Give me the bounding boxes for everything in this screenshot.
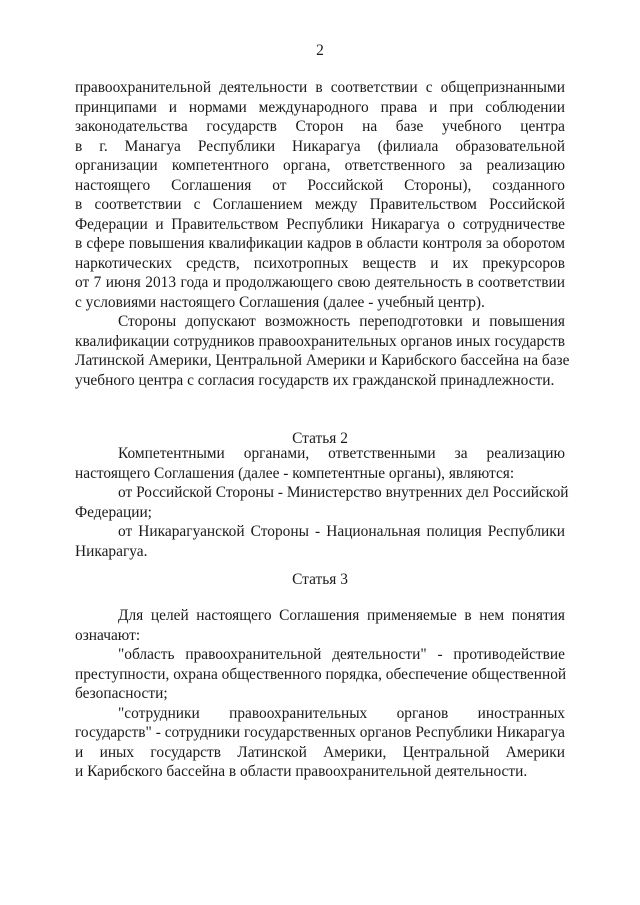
text-line: Федерации и Правительством Республики Никарагуа о сотрудничестве — [75, 215, 565, 233]
text-line: в соответствии с Соглашением между Правительством Российской — [75, 196, 565, 213]
text-line: безопасности; — [75, 685, 168, 702]
text-line: от Никарагуанской Стороны - Национальная полиция Республики — [118, 523, 565, 540]
text-line: учебного центра с согласия государств их гражданской принадлежности. — [75, 371, 555, 389]
text-line: означают: — [75, 626, 141, 644]
text-line: Для целей настоящего Соглашения применяемые в нем понятия — [118, 607, 565, 624]
text-line: организации компетентного органа, ответственного за реализацию — [75, 157, 565, 174]
article-3-heading: Статья 3 — [292, 571, 348, 588]
article-2-body — [75, 444, 569, 561]
text-line: преступности, охрана общественного порядка, обеспечение общественной — [75, 665, 567, 683]
text-line: Федерации; — [75, 503, 152, 521]
text-line: от Российской Стороны - Министерство внутренних дел Российской — [118, 484, 569, 501]
text-line: Никарагуа. — [75, 542, 148, 560]
text-line: принципами и нормами международного права и при соблюдении — [75, 98, 565, 116]
text-line: Стороны допускают возможность переподготовки и повышения — [118, 313, 565, 330]
text-line: в г. Манагуа Республики Никарагуа (филиала образовательной — [75, 137, 565, 155]
text-line: настоящего Соглашения от Российской Стороны), созданного — [75, 176, 565, 194]
text-line: и Карибского бассейна в области правоохранительной деятельности. — [75, 763, 528, 780]
text-line: "область правоохранительной деятельности" - противодействие — [118, 646, 565, 663]
text-line: государств" - сотрудники государственных органов Республики Никарагуа — [75, 724, 565, 741]
text-line: Компетентными органами, ответственными за реализацию — [118, 445, 565, 462]
text-line: с условиями настоящего Соглашения (далее - учебный центр). — [75, 293, 485, 311]
text-line: от 7 июня 2013 года и продолжающего свою деятельность в соответствии — [75, 274, 565, 291]
article-1-continuation — [75, 78, 570, 390]
text-line: законодательства государств Сторон на базе учебного центра — [75, 118, 565, 135]
article-3-body — [75, 606, 565, 782]
text-line: наркотических средств, психотропных веществ и их прекурсоров — [75, 254, 565, 272]
text-line: и иных государств Латинской Америки, Центральной Америки — [75, 743, 565, 761]
text-line: "сотрудники правоохранительных органов иностранных — [118, 704, 565, 722]
text-line: в сфере повышения квалификации кадров в области контроля за оборотом — [75, 235, 565, 252]
text-line: настоящего Соглашения (далее - компетентные органы), являются: — [75, 464, 515, 482]
text-line: квалификации сотрудников правоохранительных органов иных государств — [75, 332, 566, 350]
page-number: 2 — [316, 42, 324, 59]
text-line: Латинской Америки, Центральной Америки и Карибского бассейна на базе — [75, 352, 570, 369]
article-2-heading: Статья 2 — [292, 430, 348, 447]
text-line: правоохранительной деятельности в соответствии с общепризнанными — [75, 79, 565, 96]
